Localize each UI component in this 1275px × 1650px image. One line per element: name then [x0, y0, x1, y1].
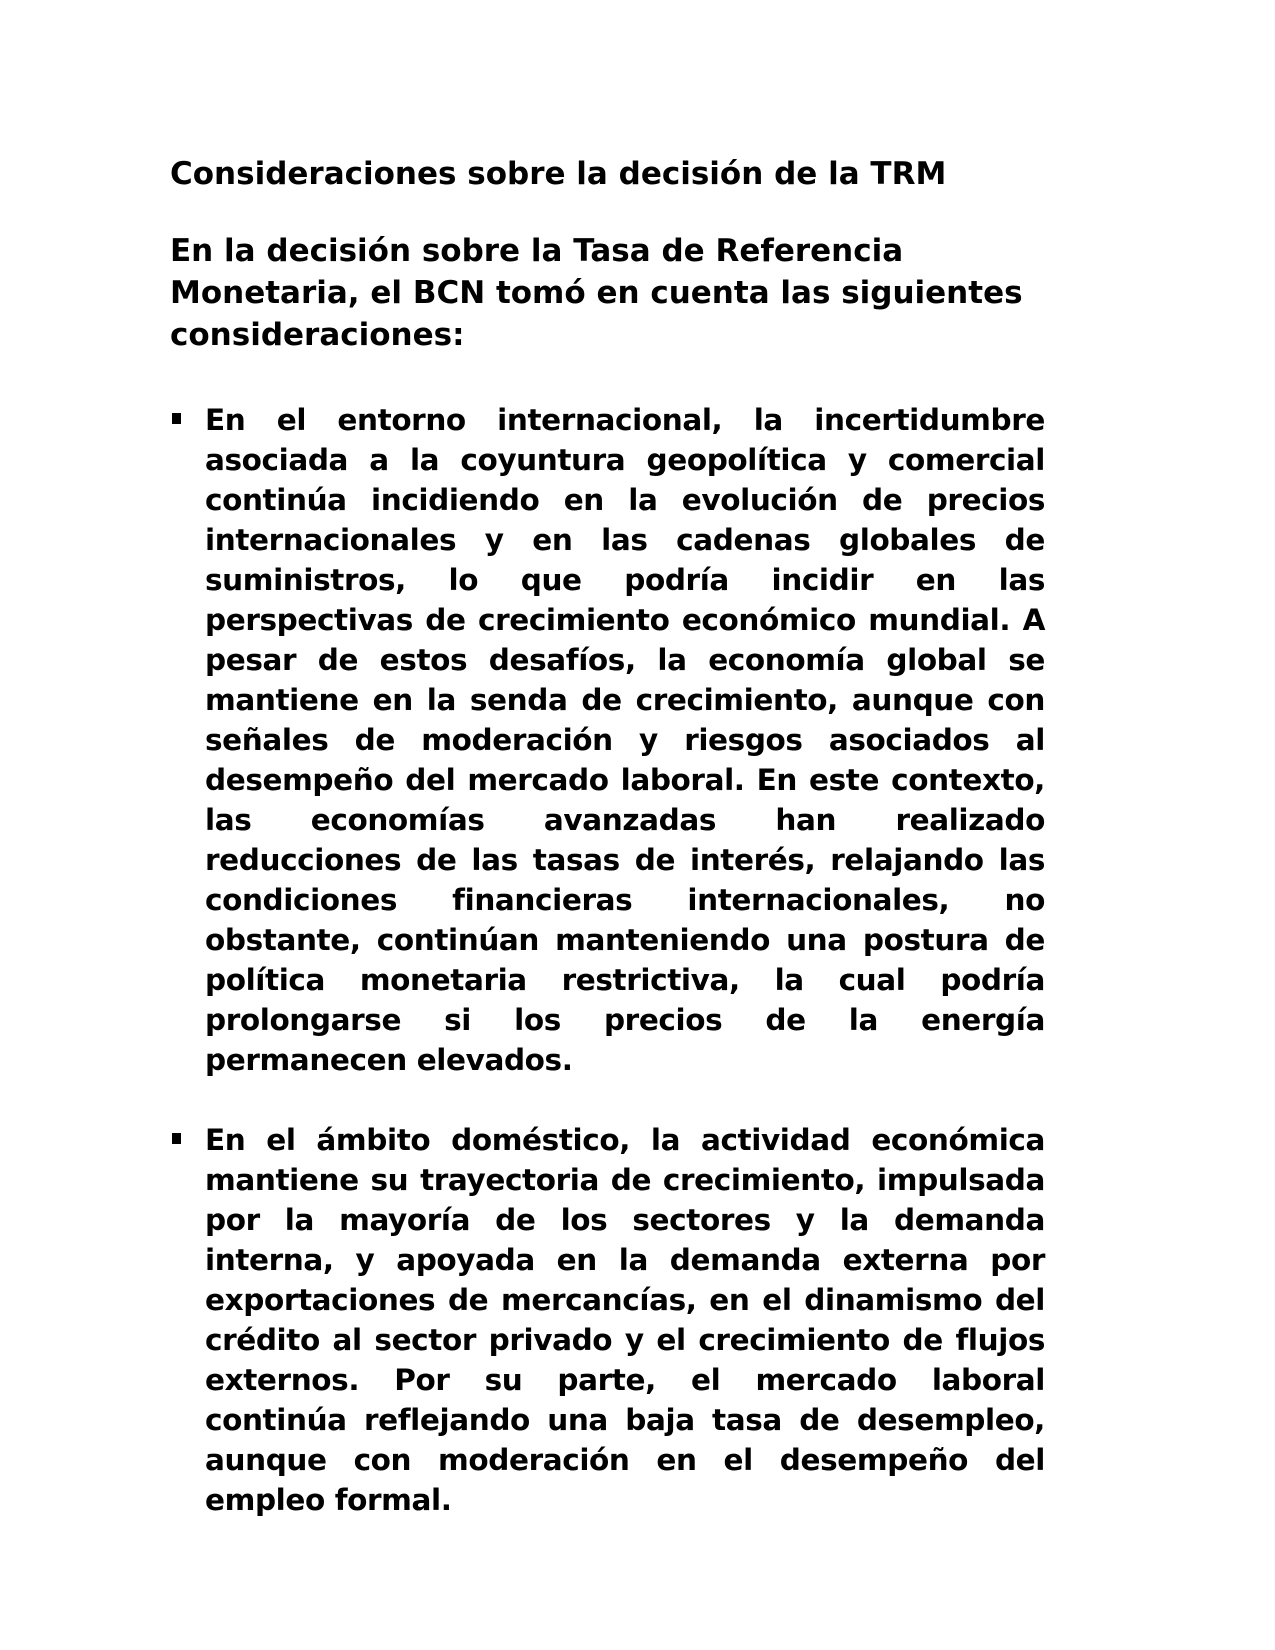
square-bullet-icon	[172, 1133, 181, 1144]
square-bullet-icon	[172, 413, 181, 424]
document-content	[170, 150, 1045, 1520]
document-title: Consideraciones sobre la decisión de la TRM	[170, 156, 947, 192]
consideration-international	[170, 400, 1045, 1080]
intro-paragraph: En la decisión sobre la Tasa de Referencia Monetaria, el BCN tomó en cuenta las siguientes consideraciones:	[170, 233, 1023, 353]
consideration-domestic	[170, 1120, 1045, 1520]
consideration-text: En el entorno internacional, la incertidumbre asociada a la coyuntura geopolítica y comercial continúa incidiendo en la evolución de precios internacionales y en las cadenas globales de suministros, lo que podría incidir en las perspectivas de crecimiento económico mundial. A pesar de estos desafíos, la economía global se mantiene en la senda de crecimiento, aunque con señales de moderación y riesgos asociados al desempeño del mercado laboral. En este contexto, las economías avanzadas han realizado reducciones de las tasas de interés, relajando las condiciones financieras internacionales, no obstante, continúan manteniendo una postura de política monetaria restrictiva, la cual podría prolongarse si los precios de la energía permanecen elevados.	[205, 403, 1045, 1077]
considerations-list	[170, 400, 1045, 1520]
consideration-text: En el ámbito doméstico, la actividad económica mantiene su trayectoria de crecimiento, impulsada por la mayoría de los sectores y la demanda interna, y apoyada en la demanda externa por exportaciones de mercancías, en el dinamismo del crédito al sector privado y el crecimiento de flujos externos. Por su parte, el mercado laboral continúa reflejando una baja tasa de desempleo, aunque con moderación en el desempeño del empleo formal.	[205, 1123, 1045, 1517]
